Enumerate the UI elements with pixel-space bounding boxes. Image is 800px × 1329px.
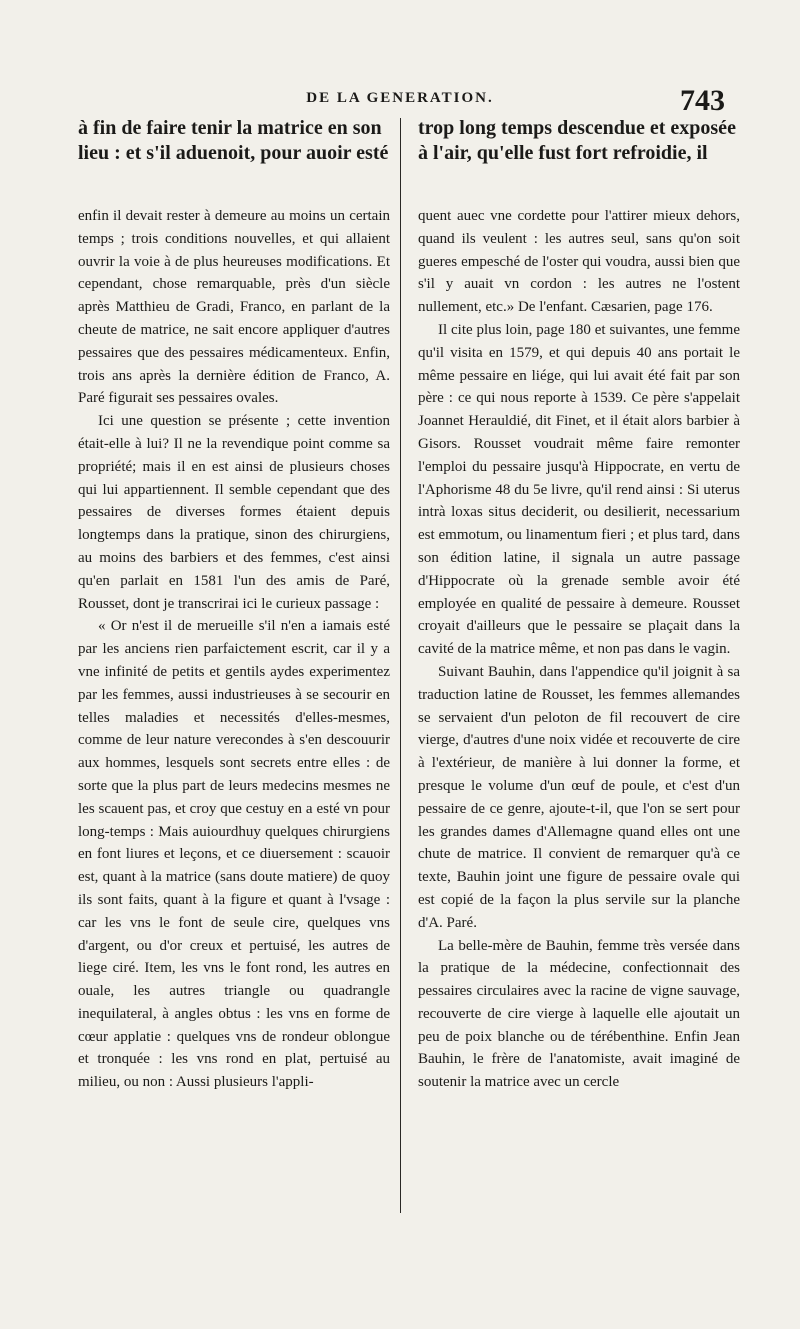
right-paragraph-4: La belle-mère de Bauhin, femme très versée dans la pratique de la médecine, confectionnait des pessaires circulaires avec la racine de vigne sauvage, recouverte de cire vierge à laquelle elle ajoutait un peu de poix blanche ou de térébenthine. Enfin Jean Bauhin, le frère de l'anatomiste, avait imaginé de soutenir la matrice avec un cercle bbox=[418, 937, 740, 1091]
left-paragraph-1: enfin il devait rester à demeure au moins un certain temps ; trois conditions nouvelles, et qui allaient ouvrir la voie à de plus heureuses modifications. Et cependant, chose remarquable, près d'un siècle après Matthieu de Gradi, Franco, en parlant de la cheute de matrice, ne sait encore appliquer d'autres pessaires que des pessaires médicamenteux. Enfin, trois ans après la dernière édition de Franco, A. Paré figurait ses pessaires ovales. bbox=[78, 208, 390, 407]
left-paragraph-2: Ici une question se présente ; cette invention était-elle à lui? Il ne la revendique point comme sa propriété; mais il en est ainsi de plusieurs choses qui lui appartiennent. Il semble cependant que des pessaires de diverses formes étaient depuis longtemps dans la pratique, sinon des chirurgiens, au moins des barbiers et des femmes, c'est ainsi qu'en parlait en 1581 l'un des amis de Paré, Rousset, dont je transcrirai ici le curieux passage : bbox=[78, 413, 390, 612]
left-body bbox=[78, 205, 390, 1094]
right-quoted-heading: trop long temps descendue et exposée à l'air, qu'elle fust fort refroidie, il bbox=[418, 117, 736, 164]
column-divider bbox=[400, 118, 401, 1213]
left-quoted-heading: à fin de faire tenir la matrice en son lieu : et s'il aduenoit, pour auoir esté bbox=[78, 117, 389, 164]
right-paragraph-3: Suivant Bauhin, dans l'appendice qu'il joignit à sa traduction latine de Rousset, les femmes allemandes se servaient d'un peloton de fil recouvert de cire vierge, d'autres d'une noix vidée et recouverte de cire à l'extérieur, de manière à lui donner la forme, et presque le volume d'un œuf de poule, et c'est d'un pessaire de ce genre, ajoute-t-il, que l'on se sert pour les grandes dames d'Allemagne quand elles ont une chute de matrice. Il convient de remarquer qu'à ce texte, Bauhin joint une figure de pessaire ovale qui est copié de la façon la plus servile sur la planche d'A. Paré. bbox=[418, 663, 740, 931]
left-paragraph-3: « Or n'est il de merueille s'il n'en a iamais esté par les anciens rien parfaictement escrit, car il y a vne infinité de petits et gentils aydes experimentez par les femmes, aussi industrieuses à se secourir en telles maladies et necessités d'elles-mesmes, comme de leur nature verecondes à s'en descouurir aux hommes, lesquels sont secrets entre elles : de sorte que la plus part de leurs medecins mesmes ne les scauent pas, et croy que cestuy en a esté vn pour long-temps : Mais auiourdhuy quelques chirurgiens en font liures et leçons, et ce diuersement : scauoir est, quant à la matrice (sans doute matiere) de quoy ils sont faits, quant à la figure et quant à l'vsage : car les vns le font de seule cire, quelques vns d'argent, ou d'or creux et pertuisé, les autres de liege ciré. Item, les vns le font rond, les autres en ouale, les autres triangle ou quadrangle inequilateral, à angles obtus : les vns en forme de cœur applatie : quelques vns de rondeur oblongue et tronquée : les vns rond en plat, pertuisé au milieu, ou non : Aussi plusieurs l'appli- bbox=[78, 618, 390, 1091]
right-paragraph-1: quent auec vne cordette pour l'attirer mieux dehors, quand ils veulent : les autres seul, sans qu'on soit gueres empesché de l'oster qui voudra, aussi bien que s'il y auait vn cordon : les autres ne l'ostent nullement, etc.» De l'enfant. Cæsarien, page 176. bbox=[418, 208, 740, 316]
right-paragraph-2: Il cite plus loin, page 180 et suivantes, une femme qu'il visita en 1579, et qui depuis 40 ans portait le même pessaire en liége, qui lui avait été fait par son père : ce qui nous reporte à 1539. Ce père s'appelait Joannet Herauldié, dit Finet, et il était alors barbier à Gisors. Rousset voudrait même faire remonter l'emploi du pessaire jusqu'à Hippocrate, en vertu de l'Aphorisme 48 du 5e livre, qu'il rend ainsi : Si uterus intrà loxas situs deciderit, ou desilierit, necessarium est emmotum, ou linamentum fieri ; et plus tard, dans son édition latine, il signala un autre passage d'Hippocrate où la grenade semble avoir été employée en qualité de pessaire à demeure. Rousset croyait d'ailleurs que le pessaire se plaçait dans la cavité de la matrice même, et non pas dans le vagin. bbox=[418, 321, 740, 658]
running-header: DE LA GENERATION. bbox=[306, 90, 494, 106]
right-body bbox=[418, 205, 740, 1094]
page-number: 743 bbox=[680, 84, 725, 117]
